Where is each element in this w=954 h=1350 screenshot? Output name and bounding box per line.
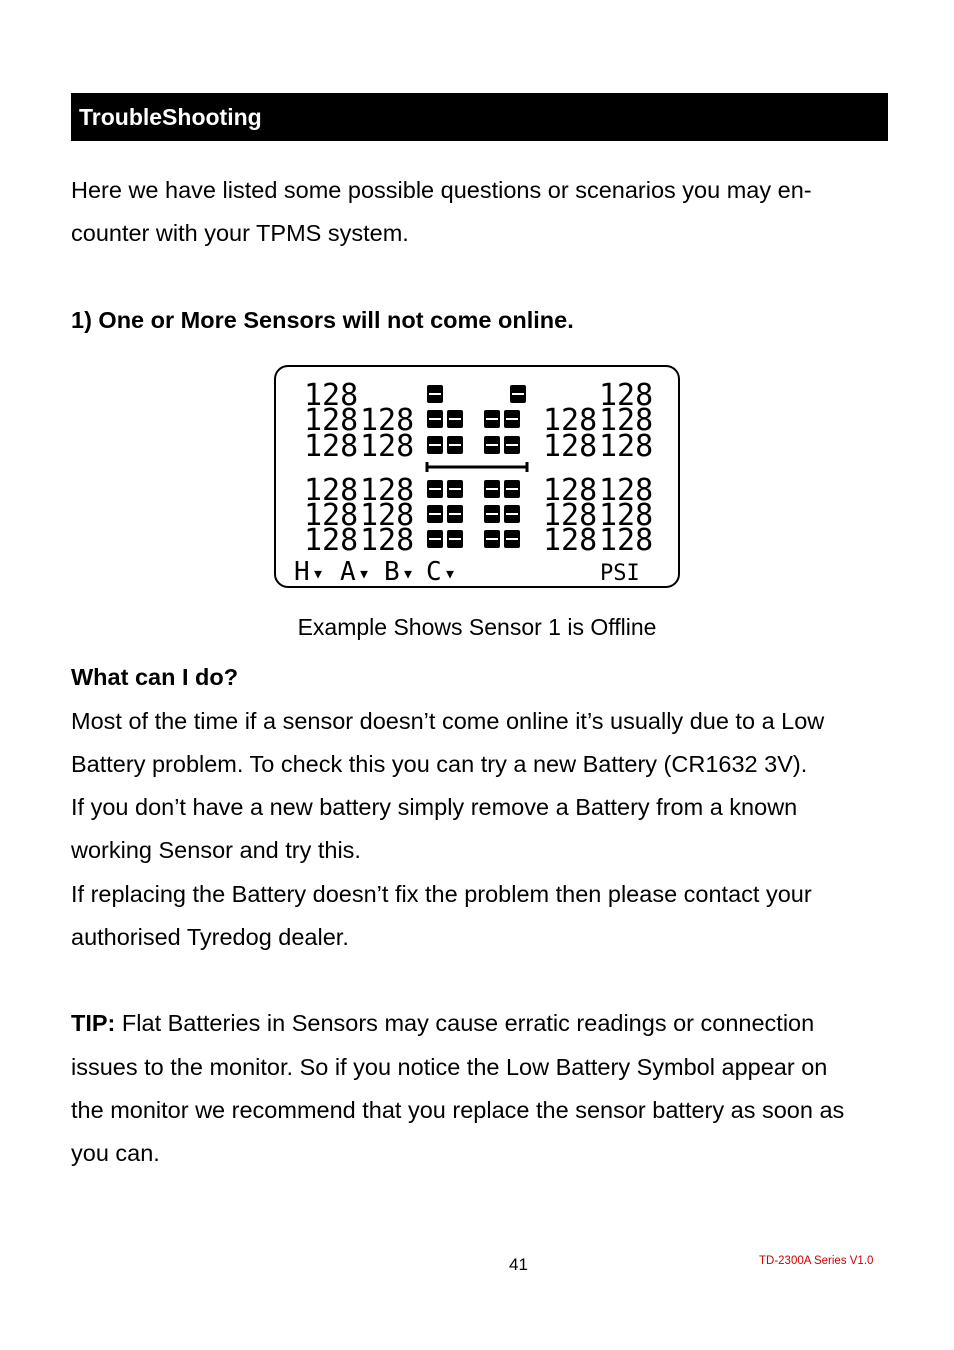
what-can-i-do-heading: What can I do? [71, 664, 239, 690]
figure-caption: Example Shows Sensor 1 is Offline [297, 614, 657, 640]
lcd-reading: 128 [543, 429, 598, 464]
intro-line-2: counter with your TPMS system. [71, 220, 409, 246]
battery-icon-line [506, 538, 518, 540]
lcd-reading: 128 [304, 378, 359, 413]
lcd-reading: 128 [543, 403, 598, 438]
battery-icon-line [429, 418, 441, 420]
battery-icon-line [506, 418, 518, 420]
tyre-label-a: A [340, 557, 356, 587]
tyre-marker-icon: ▾ [444, 561, 457, 585]
answer-line: authorised Tyredog dealer. [71, 924, 349, 950]
lcd-reading: 128 [599, 473, 654, 508]
lcd-reading: 128 [304, 473, 359, 508]
battery-icon-line [449, 538, 461, 540]
lcd-reading: 128 [304, 429, 359, 464]
battery-icon-line [429, 444, 441, 446]
tyre-marker-icon: ▾ [358, 561, 371, 585]
answer-line: Battery problem. To check this you can try a new Battery (CR1632 3V). [71, 751, 808, 777]
battery-icon-line [486, 513, 498, 515]
tyre-label-c: C [426, 557, 442, 587]
tyre-label-b: B [384, 557, 400, 587]
tip-line: the monitor we recommend that you replace the sensor battery as soon as [71, 1097, 845, 1123]
page-number: 41 [509, 1255, 528, 1274]
tyre-marker-icon: ▾ [312, 561, 325, 585]
tip-line: issues to the monitor. So if you notice the Low Battery Symbol appear on [71, 1054, 828, 1080]
tyre-marker-icon: ▾ [402, 561, 415, 585]
answer-line: Most of the time if a sensor doesn’t come online it’s usually due to a Low [71, 708, 825, 734]
battery-icon-line [429, 488, 441, 490]
lcd-reading: 128 [304, 498, 359, 533]
battery-icon-line [449, 418, 461, 420]
question-heading: 1) One or More Sensors will not come online. [71, 307, 574, 333]
tip-line-1 [71, 1002, 921, 1045]
answer-line: If you don’t have a new battery simply remove a Battery from a known [71, 794, 798, 820]
lcd-reading: 128 [599, 523, 654, 558]
unit-label: PSI [600, 561, 640, 586]
answer-line: working Sensor and try this. [71, 837, 361, 863]
lcd-reading: 128 [543, 498, 598, 533]
battery-icon-line [486, 488, 498, 490]
lcd-reading: 128 [543, 473, 598, 508]
lcd-reading: 128 [599, 403, 654, 438]
lcd-reading: 128 [360, 498, 415, 533]
tpms-lcd-display [274, 365, 680, 588]
answer-line: If replacing the Battery doesn’t fix the problem then please contact your [71, 881, 812, 907]
lcd-reading: 128 [304, 403, 359, 438]
battery-icon-line [449, 488, 461, 490]
battery-icon-line [486, 418, 498, 420]
lcd-reading: 128 [360, 429, 415, 464]
lcd-reading: 128 [599, 498, 654, 533]
battery-icon-line [449, 444, 461, 446]
lcd-reading: 128 [360, 523, 415, 558]
battery-icon-line [486, 538, 498, 540]
intro-line-1: Here we have listed some possible questions or scenarios you may en- [71, 177, 812, 203]
lcd-reading: 128 [360, 403, 415, 438]
tyre-label-h: H [294, 557, 310, 587]
battery-icon-line [449, 513, 461, 515]
battery-icon-line [506, 513, 518, 515]
battery-icon-line [429, 538, 441, 540]
section-title: TroubleShooting [71, 93, 888, 141]
tip-label: TIP: [71, 1010, 116, 1036]
lcd-reading: 128 [304, 523, 359, 558]
battery-icon-line [506, 488, 518, 490]
lcd-reading: 128 [599, 378, 654, 413]
battery-icon-line [429, 513, 441, 515]
battery-icon-line [429, 393, 441, 395]
tip-text: Flat Batteries in Sensors may cause erratic readings or connection [115, 1010, 815, 1036]
axle-separator [427, 462, 527, 472]
lcd-reading: 128 [599, 429, 654, 464]
tip-line: you can. [71, 1140, 160, 1166]
lcd-reading: 128 [543, 523, 598, 558]
document-version: TD-2300A Series V1.0 [759, 1255, 874, 1267]
battery-icon-line [512, 393, 524, 395]
battery-icon-line [506, 444, 518, 446]
lcd-reading: 128 [360, 473, 415, 508]
battery-icon-line [486, 444, 498, 446]
lcd-graphic [276, 367, 682, 590]
